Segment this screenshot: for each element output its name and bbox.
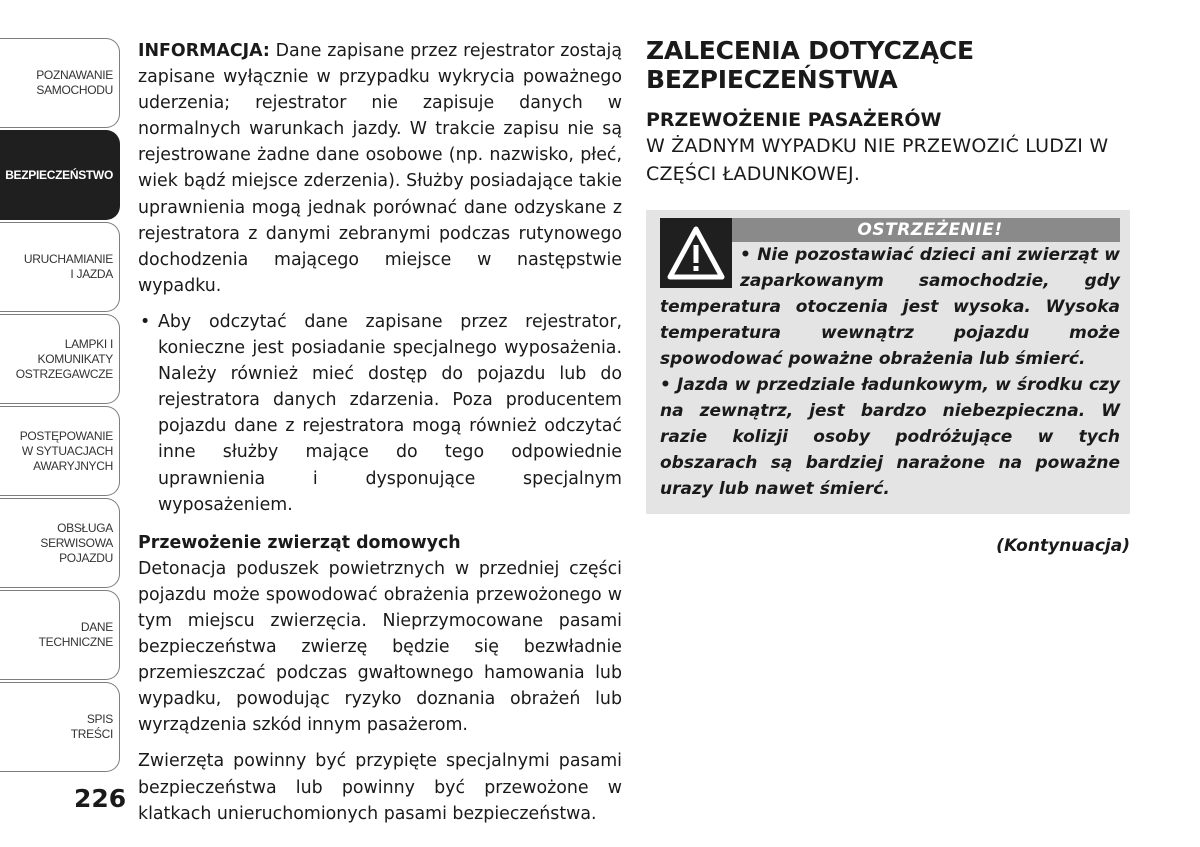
pets-paragraph-2: Zwierzęta powinny być przypięte specjalnymi pasami bezpieczeństwa lub powinny być przewożone w klatkach unieruchomionych pasami bezpieczeństwa. bbox=[138, 751, 622, 824]
section-title-line-2: BEZPIECZEŃSTWA bbox=[646, 65, 898, 94]
tab-label: DANE TECHNICZNE bbox=[38, 620, 113, 649]
tab-uruchamianie-i-jazda[interactable] bbox=[0, 222, 120, 312]
warning-box bbox=[646, 210, 1130, 514]
tab-dane-techniczne[interactable] bbox=[0, 590, 120, 680]
tab-lampki-i-komunikaty[interactable] bbox=[0, 314, 120, 404]
caps-warning-text: W ŻADNYM WYPADKU NIE PRZEWOZIĆ LUDZI W CZĘŚCI ŁADUNKOWEJ. bbox=[646, 135, 1109, 185]
tab-label: BEZPIECZEŃSTWO bbox=[5, 167, 113, 182]
subsection-title: PRZEWOŻENIE PASAŻERÓW bbox=[646, 109, 942, 131]
tab-spis-tresci[interactable] bbox=[0, 682, 120, 772]
tab-poznawanie-samochodu[interactable] bbox=[0, 38, 120, 128]
tab-label: POZNAWANIE SAMOCHODU bbox=[36, 68, 113, 97]
section-title bbox=[646, 36, 1130, 94]
bullet-text: Aby odczytać dane zapisane przez rejestrator, konieczne jest posiadanie specjalnego wyposażenia. Należy również mieć dostęp do pojazdu lub do rejestratora danych zdarzenia. Poza producentem pojazdu dane z rejestratora mogą również odczytać inne służby mające do tego odpowiednie uprawnienia i dysponujące specjalnym wyposażeniem. bbox=[158, 311, 622, 515]
tab-label: LAMPKI I KOMUNIKATY OSTRZEGAWCZE bbox=[15, 336, 113, 381]
tab-bezpieczenstwo[interactable] bbox=[0, 130, 120, 220]
tab-obsluga-serwisowa[interactable] bbox=[0, 498, 120, 588]
list-item bbox=[138, 309, 622, 518]
left-column bbox=[138, 38, 622, 827]
warning-item-1: • Nie pozostawiać dzieci ani zwierząt w zaparkowanym samochodzie, gdy temperatura otoczenia jest wysoka. Wysoka temperatura wewnątrz pojazdu może spowodować poważne obrażenia lub śmierć. bbox=[660, 245, 1120, 369]
section-title-line-1: ZALECENIA DOTYCZĄCE bbox=[646, 36, 974, 65]
info-text: Dane zapisane przez rejestrator zostają zapisane wyłącznie w przypadku wykrycia poważnego uderzenia; rejestrator nie zapisuje danych w normalnych warunkach jazdy. W trakcie zapisu nie są rejestrowane żadne dane osobowe (np. nazwisko, płeć, wiek bądź miejsce zderzenia). Służby posiadające takie uprawnienia mogą jednak porównać dane odzyskane z rejestratora z danymi zebranymi podczas rutynowego dochodzenia mającego miejsce w następstwie wypadku. bbox=[138, 41, 622, 296]
right-column bbox=[646, 36, 1130, 556]
tab-label: SPIS TREŚCI bbox=[70, 712, 113, 741]
info-paragraph bbox=[138, 38, 622, 299]
bullet-icon: • bbox=[140, 311, 151, 332]
info-label: INFORMACJA: bbox=[138, 41, 270, 61]
continuation-note: (Kontynuacja) bbox=[996, 536, 1130, 556]
tab-postepowanie-awaryjne[interactable] bbox=[0, 406, 120, 496]
warning-item-2: • Jazda w przedziale ładunkowym, w środku czy na zewnątrz, jest bardzo niebezpieczna. W razie kolizji osoby podróżujące w tych obszarach są bardziej narażone na poważne urazy lub nawet śmierć. bbox=[660, 375, 1120, 499]
pets-paragraph-1: Detonacja poduszek powietrznych w przedniej części pojazdu może spowodować obrażenia przewożonego w tym miejscu zwierzęcia. Nieprzymocowane pasami bezpieczeństwa zwierzę będzie się bezwładnie przemieszczać podczas gwałtownego hamowania lub wypadku, powodując ryzyko doznania obrażeń lub wyrządzenia szkód innym pasażerom. bbox=[138, 558, 622, 736]
pets-heading: Przewożenie zwierząt domowych bbox=[138, 532, 461, 553]
tab-label: POSTĘPOWANIE W SYTUACJACH AWARYJNYCH bbox=[19, 428, 113, 473]
chapter-sidebar bbox=[0, 38, 122, 774]
warning-triangle-icon bbox=[660, 218, 732, 288]
tab-label: OBSŁUGA SERWISOWA POJAZDU bbox=[40, 520, 113, 565]
warning-banner: OSTRZEŻENIE! bbox=[660, 218, 1120, 242]
page-number: 226 bbox=[74, 784, 127, 813]
tab-label: URUCHAMIANIE I JAZDA bbox=[23, 252, 113, 281]
